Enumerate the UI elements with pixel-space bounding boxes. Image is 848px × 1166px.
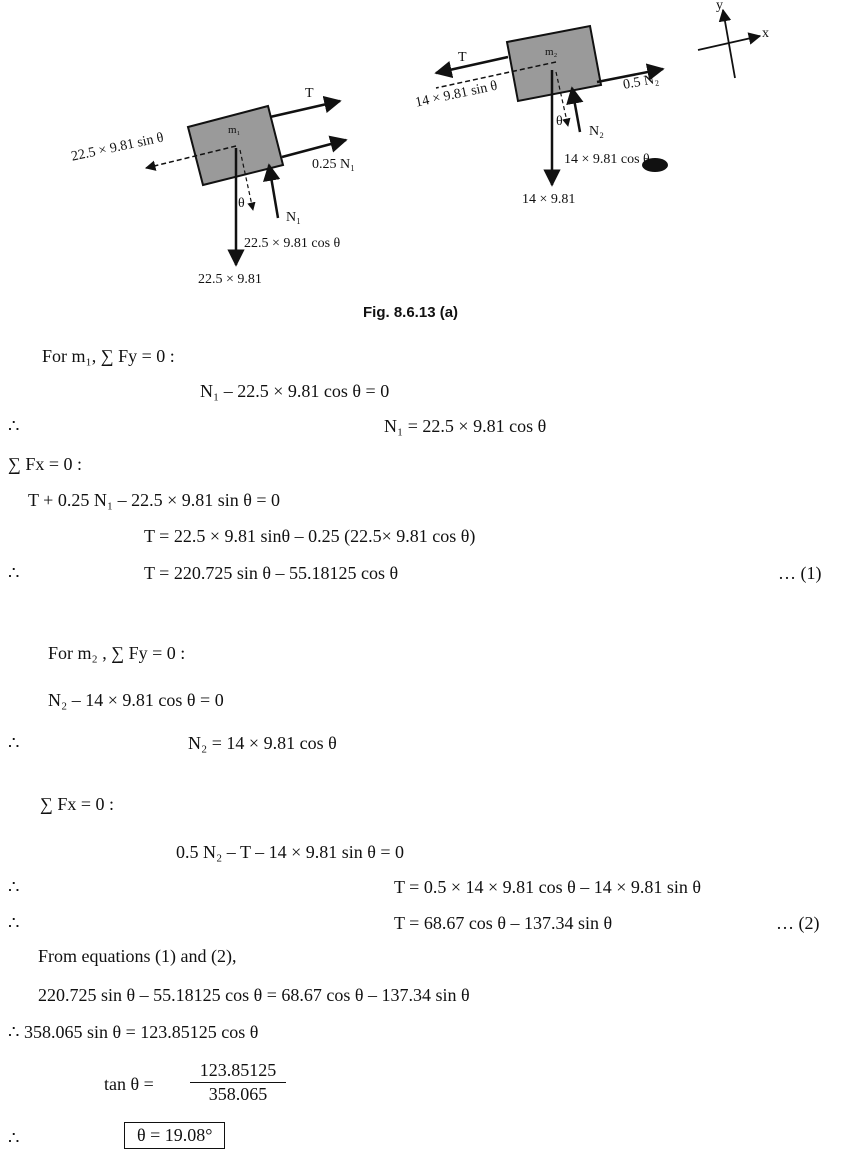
equation-reference: … (1) — [778, 563, 822, 583]
equation-line: ∴ 358.065 sin θ = 123.85125 cos θ — [8, 1022, 259, 1042]
tension-arrow-2 — [436, 57, 508, 73]
weight-label-2: 14 × 9.81 — [522, 192, 576, 207]
equation-line: T = 0.5 × 14 × 9.81 cos θ – 14 × 9.81 sin θ — [394, 877, 702, 897]
therefore-symbol: ∴ — [8, 1128, 20, 1148]
therefore-symbol: ∴ — [8, 733, 20, 753]
normal-arrow-2 — [572, 88, 580, 132]
friction-arrow-1 — [282, 140, 346, 157]
normal-arrow-1 — [269, 165, 278, 218]
equation-line: 0.5 N₂ – T – 14 × 9.81 sin θ = 0 — [176, 842, 405, 862]
therefore-symbol: ∴ — [8, 913, 20, 933]
equation-line: ∑ Fx = 0 : — [8, 454, 82, 474]
mass-label-1: m₁ — [228, 124, 241, 136]
equation-line: For m₁, ∑ Fy = 0 : — [42, 346, 175, 366]
equation-reference: … (2) — [776, 913, 820, 933]
angle-label-2: θ — [556, 114, 563, 129]
equation-line: T = 220.725 sin θ – 55.18125 cos θ — [144, 563, 399, 583]
angle-label-1: θ — [238, 196, 245, 211]
equation-line: N₁ = 22.5 × 9.81 cos θ — [384, 416, 547, 436]
equation-line: ∑ Fx = 0 : — [40, 794, 114, 814]
fraction-denominator: 358.065 — [208, 1084, 268, 1104]
therefore-symbol: ∴ — [8, 563, 20, 583]
therefore-symbol: ∴ — [8, 416, 20, 436]
figure-caption: Fig. 8.6.13 (a) — [363, 304, 459, 321]
weight-sin-label-1: 22.5 × 9.81 sin θ — [70, 130, 166, 165]
weight-cos-label-1: 22.5 × 9.81 cos θ — [244, 236, 341, 251]
equation-line: N₂ – 14 × 9.81 cos θ = 0 — [48, 690, 224, 710]
therefore-symbol: ∴ — [8, 877, 20, 897]
normal-label-2: N₂ — [589, 124, 604, 139]
y-axis-label: y — [716, 0, 723, 13]
final-answer-box: θ = 19.08° — [124, 1122, 225, 1149]
fraction-numerator: 123.85125 — [190, 1060, 286, 1083]
equation-line: For m₂ , ∑ Fy = 0 : — [48, 643, 186, 663]
equation-line: T = 22.5 × 9.81 sinθ – 0.25 (22.5× 9.81 cos θ) — [144, 526, 476, 546]
tension-arrow-1 — [270, 101, 340, 117]
x-axis-label: x — [762, 26, 769, 41]
weight-sin-label-2: 14 × 9.81 sin θ — [414, 78, 499, 111]
coordinate-axes — [698, 10, 760, 78]
tension-label-1: T — [305, 86, 314, 101]
friction-label-2: 0.5 N₂ — [622, 71, 661, 93]
equation-line: tan θ = — [104, 1074, 154, 1094]
normal-label-1: N₁ — [286, 210, 301, 225]
weight-cos-label-2: 14 × 9.81 cos θ — [564, 152, 650, 167]
equation-line: T + 0.25 N₁ – 22.5 × 9.81 sin θ = 0 — [28, 490, 281, 510]
weight-label-1: 22.5 × 9.81 — [198, 272, 262, 287]
block-2 — [507, 26, 601, 101]
tension-label-2: T — [458, 50, 467, 65]
equation-line: T = 68.67 cos θ – 137.34 sin θ — [394, 913, 613, 933]
equation-line: 220.725 sin θ – 55.18125 cos θ = 68.67 cos θ – 137.34 sin θ — [38, 985, 470, 1005]
mass-label-2: m₂ — [545, 46, 558, 58]
friction-label-1: 0.25 N₁ — [312, 157, 355, 172]
equation-line: From equations (1) and (2), — [38, 946, 237, 966]
equation-line: N₁ – 22.5 × 9.81 cos θ = 0 — [200, 381, 390, 401]
equation-line: N₂ = 14 × 9.81 cos θ — [188, 733, 337, 753]
